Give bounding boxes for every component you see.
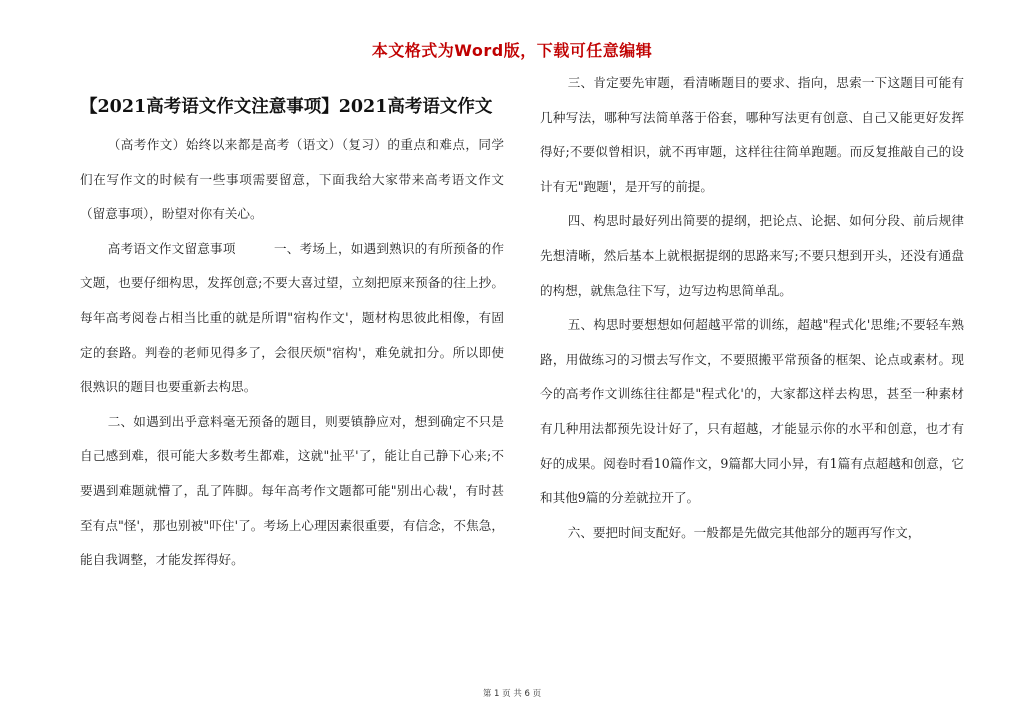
section-paragraph-1 (80, 232, 504, 405)
section-paragraph-3: 三、肯定要先审题，看清晰题目的要求、指向，思索一下这题目可能有几种写法，哪种写法简单落于俗套，哪种写法更有创意、自己又能更好发挥得好;不要似曾相识，就不再审题，这样往往简单跑题。而反复推敲自己的设计有无"跑题'，是开写的前提。 (540, 75, 964, 194)
section-paragraph-6: 六、要把时间支配好。一般都是先做完其他部分的题再写作文， (567, 524, 921, 540)
page-number-footer: 第 1 页 共 6 页 (482, 689, 542, 699)
section-paragraph-4: 四、构思时最好列出简要的提纲，把论点、论据、如何分段、前后规律先想清晰，然后基本上就根据提纲的思路来写;不要只想到开头，还没有通盘的构想，就焦急往下写，边写边构思简单乱。 (540, 213, 964, 298)
word-format-banner: 本文格式为Word版，下载可任意编辑 (371, 41, 653, 60)
right-column (540, 66, 964, 550)
section-paragraph-2: 二、如遇到出乎意料毫无预备的题目，则要镇静应对，想到确定不只是自己感到难，很可能大多数考生都难，这就"扯平'了，能让自己静下心来;不要遇到难题就懵了，乱了阵脚。每年高考作文题都可能"别出心裁'，有时甚至有点"怪'，那也别被"吓住'了。考场上心理因素很重要，有信念，不焦急，能自我调整，才能发挥得好。 (80, 413, 504, 568)
point-1-text: 一、考场上，如遇到熟识的有所预备的作文题，也要仔细构思，发挥创意;不要大喜过望，立刻把原来预备的往上抄。每年高考阅卷占相当比重的就是所谓"宿构作文'，题材构思彼此相像，有固定的套路。判卷的老师见得多了，会很厌烦"宿构'，难免就扣分。所以即使很熟识的题目也要重新去构思。 (80, 240, 505, 395)
section-label: 高考语文作文留意事项 (107, 240, 236, 256)
section-paragraph-5: 五、构思时要想想如何超越平常的训练，超越"程式化'思维;不要轻车熟路，用做练习的习惯去写作文，不要照搬平常预备的框架、论点或素材。现今的高考作文训练往往都是"程式化'的，大家都这样去构思，甚至一种素材有几种用法都预先设计好了，只有超越，才能显示你的水平和创意，也才有好的成果。阅卷时看10篇作文，9篇都大同小异，有1篇有点超越和创意，它和其他9篇的分差就拉开了。 (540, 317, 964, 506)
left-column (80, 128, 504, 578)
intro-paragraph: （高考作文）始终以来都是高考（语文）（复习）的重点和难点，同学们在写作文的时候有一些事项需要留意，下面我给大家带来高考语文作文（留意事项），盼望对你有关心。 (80, 137, 504, 222)
document-title: 【2021高考语文作文注意事项】2021高考语文作文 (80, 97, 493, 117)
